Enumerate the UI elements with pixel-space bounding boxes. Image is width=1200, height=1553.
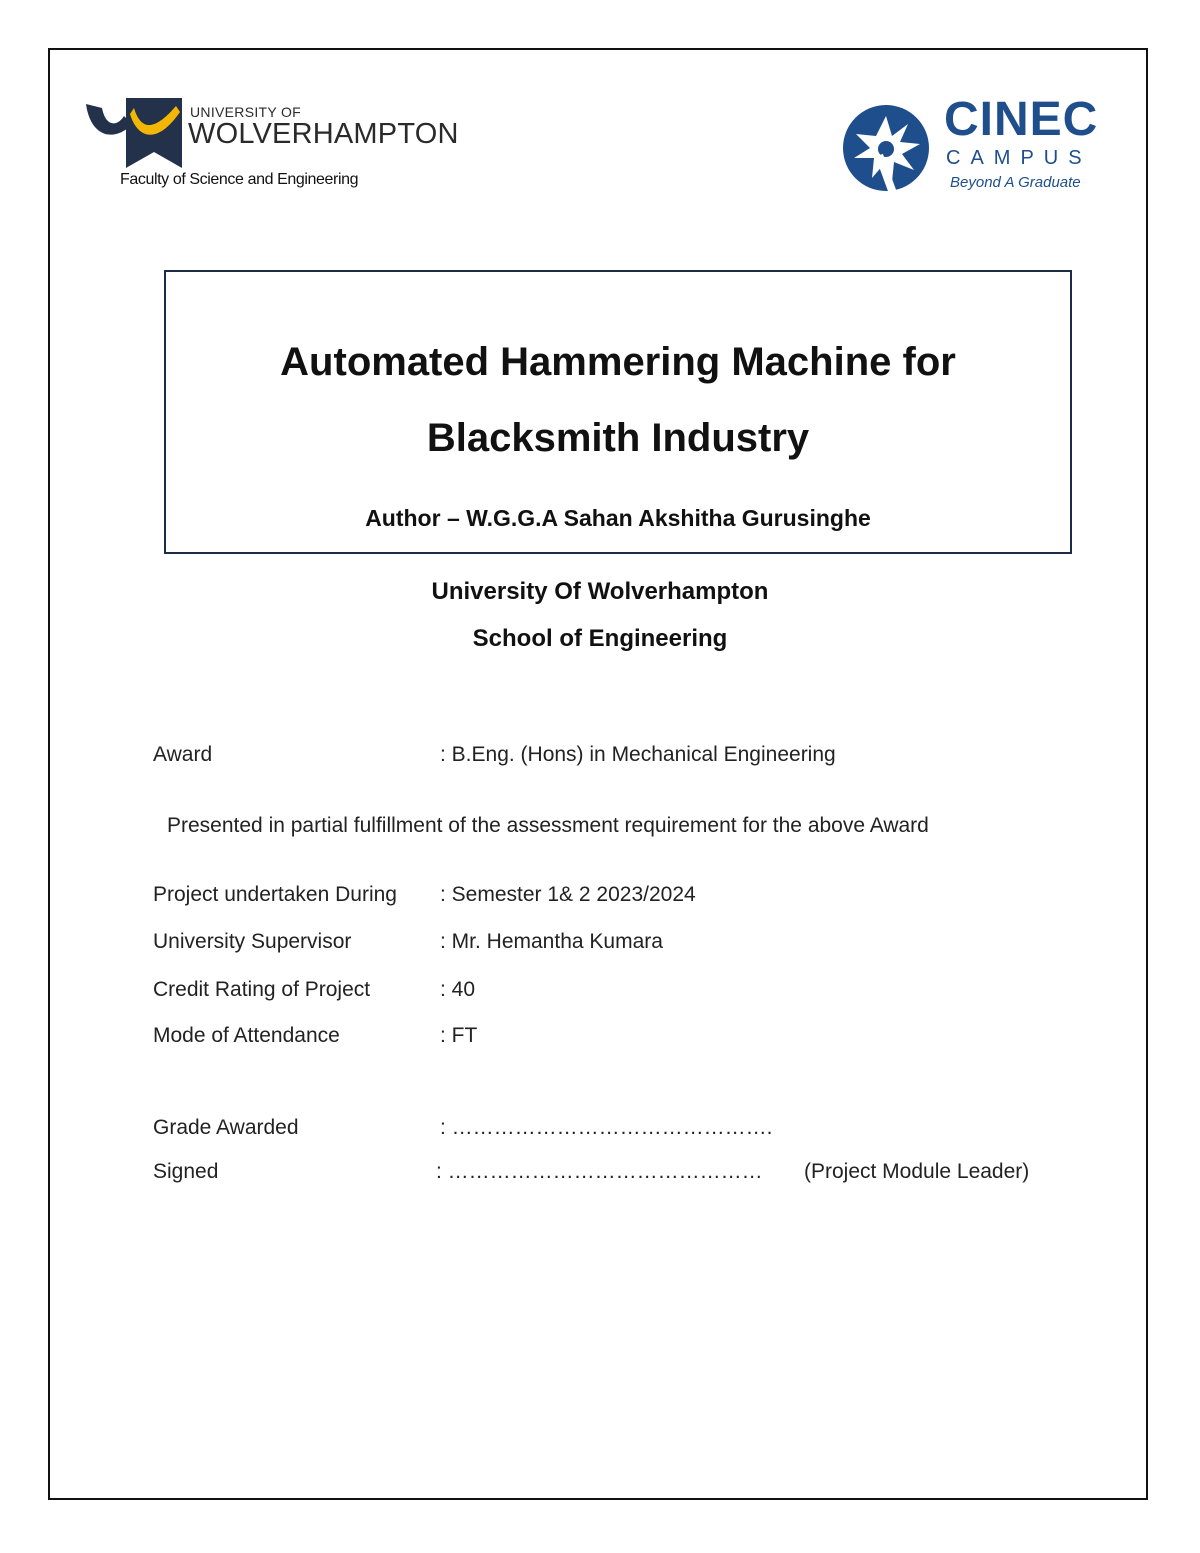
grade-value: : ……………………………………….	[440, 1116, 773, 1139]
faculty-caption: Faculty of Science and Engineering	[120, 171, 359, 188]
credit-label: Credit Rating of Project	[153, 978, 371, 1001]
supervisor-label: University Supervisor	[153, 930, 352, 953]
uow-big-text: WOLVERHAMPTON	[188, 118, 459, 150]
cinec-tagline: Beyond A Graduate	[950, 174, 1081, 191]
signed-role: (Project Module Leader)	[804, 1160, 1030, 1183]
author-line: Author – W.G.G.A Sahan Akshitha Gurusinghe	[365, 505, 871, 531]
title-line-1: Automated Hammering Machine for	[280, 340, 956, 384]
cinec-name: CINEC	[944, 93, 1099, 146]
university-name: University Of Wolverhampton	[431, 578, 769, 605]
mode-value: : FT	[440, 1024, 478, 1047]
supervisor-value: : Mr. Hemantha Kumara	[440, 930, 663, 953]
project-value: : Semester 1& 2 2023/2024	[440, 883, 696, 906]
cinec-campus: CAMPUS	[946, 147, 1092, 169]
school-name: School of Engineering	[472, 625, 728, 652]
signed-label: Signed	[153, 1160, 219, 1183]
award-value: : B.Eng. (Hons) in Mechanical Engineering	[440, 743, 836, 766]
title-box	[164, 270, 1072, 554]
uow-small-text: UNIVERSITY OF	[190, 104, 301, 120]
award-label: Award	[153, 743, 213, 766]
title-line-2: Blacksmith Industry	[426, 416, 810, 460]
page-border	[48, 48, 1148, 1500]
grade-label: Grade Awarded	[153, 1116, 299, 1139]
uow-mark-swoosh	[86, 104, 132, 135]
cinec-star-logo	[842, 104, 930, 192]
signed-value: : ………………………………………	[436, 1160, 763, 1183]
project-label: Project undertaken During	[153, 883, 397, 906]
presented-statement: Presented in partial fulfillment of the assessment requirement for the above Award	[167, 814, 929, 837]
credit-value: : 40	[440, 978, 476, 1001]
mode-label: Mode of Attendance	[153, 1024, 340, 1047]
